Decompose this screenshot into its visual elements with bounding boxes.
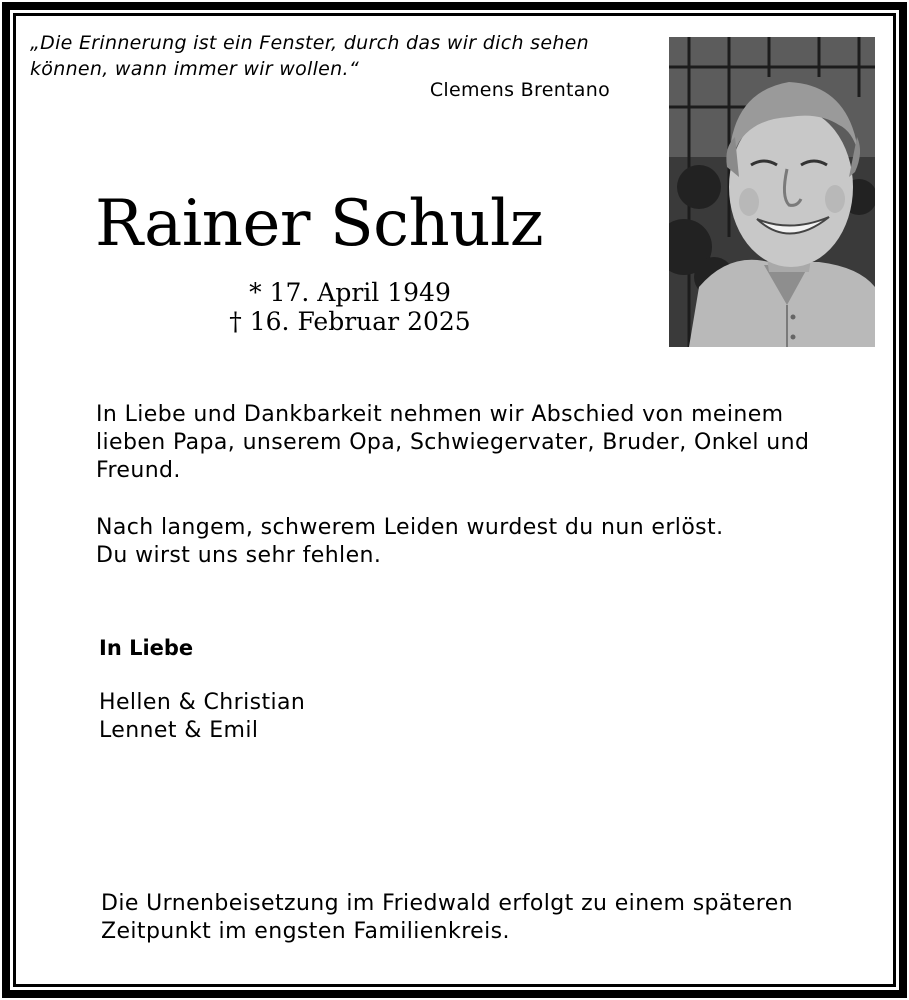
signature-heading: In Liebe — [99, 636, 194, 660]
portrait-illustration — [669, 37, 875, 347]
quote-line: können, wann immer wir wollen.“ — [30, 58, 359, 80]
signer-name: Hellen & Christian — [99, 690, 306, 715]
relief-line: Nach langem, schwerem Leiden wurdest du nun erlöst. — [96, 515, 724, 540]
death-date: † 16. Februar 2025 — [229, 307, 471, 336]
quote-line: „Die Erinnerung ist ein Fenster, durch das wir dich sehen — [30, 32, 589, 54]
quote-author: Clemens Brentano — [429, 79, 610, 101]
relief-paragraph — [96, 514, 816, 570]
birth-date: * 17. April 1949 — [249, 278, 451, 307]
portrait-photo — [669, 37, 875, 347]
notice-line: Zeitpunkt im engsten Familienkreis. — [101, 919, 510, 944]
farewell-paragraph: In Liebe und Dankbarkeit nehmen wir Abschied von meinem lieben Papa, unserem Opa, Schwiegervater, Bruder, Onkel und Freund. — [96, 402, 810, 483]
relief-line: Du wirst uns sehr fehlen. — [96, 543, 382, 568]
notice-line: Die Urnenbeisetzung im Friedwald erfolgt zu einem späteren — [101, 891, 794, 916]
life-dates — [200, 278, 500, 336]
signer-name: Lennet & Emil — [99, 718, 259, 743]
signers-list — [99, 689, 305, 745]
quote-text — [30, 30, 630, 82]
deceased-name: Rainer Schulz — [95, 187, 544, 261]
burial-notice — [101, 890, 831, 946]
